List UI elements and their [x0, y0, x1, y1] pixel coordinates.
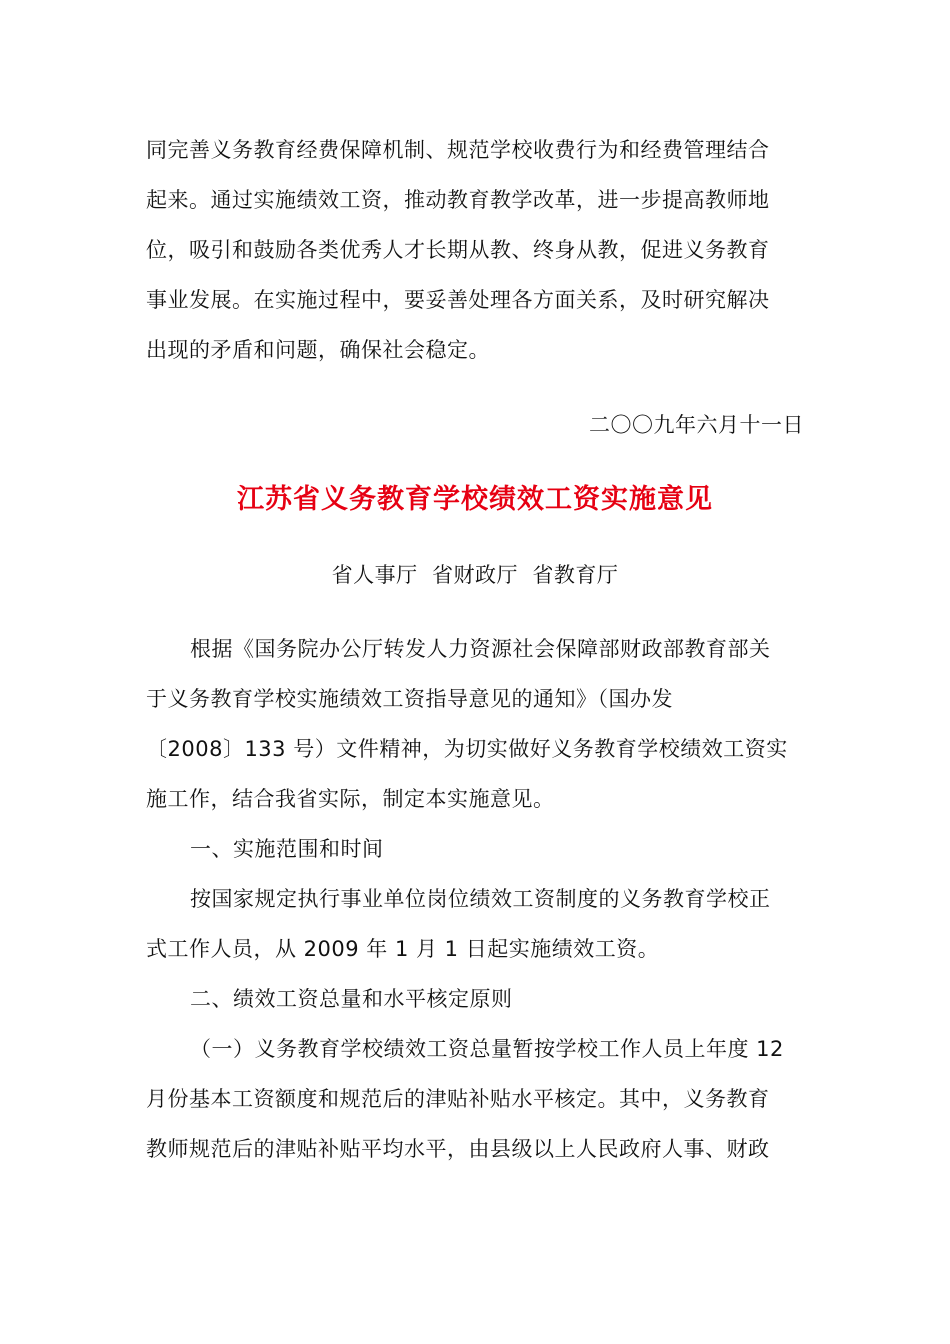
paragraph-line: （一）义务教育学校绩效工资总量暂按学校工作人员上年度 12: [190, 1037, 784, 1061]
paragraph-line: 出现的矛盾和问题，确保社会稳定。: [146, 338, 490, 362]
paragraph-line: 施工作，结合我省实际，制定本实施意见。: [146, 787, 555, 811]
paragraph-line: 月份基本工资额度和规范后的津贴补贴水平核定。其中，义务教育: [146, 1087, 770, 1111]
paragraph-line: 同完善义务教育经费保障机制、规范学校收费行为和经费管理结合: [146, 138, 770, 162]
paragraph-line: 起来。通过实施绩效工资，推动教育教学改革，进一步提高教师地: [146, 188, 770, 212]
paragraph-line: 按国家规定执行事业单位岗位绩效工资制度的义务教育学校正: [190, 887, 771, 911]
paragraph-line: 位，吸引和鼓励各类优秀人才长期从教、终身从教，促进义务教育: [146, 238, 770, 262]
paragraph-line: 事业发展。在实施过程中，要妥善处理各方面关系，及时研究解决: [146, 288, 770, 312]
paragraph-line: 根据《国务院办公厅转发人力资源社会保障部财政部教育部关: [190, 637, 771, 661]
paragraph-line: 于义务教育学校实施绩效工资指导意见的通知》（国办发: [146, 687, 673, 711]
paragraph-line: 〔2008〕133 号）文件精神，为切实做好义务教育学校绩效工资实: [146, 737, 788, 761]
document-title: 江苏省义务教育学校绩效工资实施意见: [237, 484, 713, 515]
document-date: 二〇〇九年六月十一日: [589, 413, 804, 437]
section-heading: 二、绩效工资总量和水平核定原则: [190, 987, 513, 1011]
section-heading: 一、实施范围和时间: [190, 837, 384, 861]
issuing-agencies: 省人事厅 省财政厅 省教育厅: [331, 563, 619, 587]
paragraph-line: 式工作人员，从 2009 年 1 月 1 日起实施绩效工资。: [146, 937, 660, 961]
paragraph-line: 教师规范后的津贴补贴平均水平，由县级以上人民政府人事、财政: [146, 1137, 770, 1161]
